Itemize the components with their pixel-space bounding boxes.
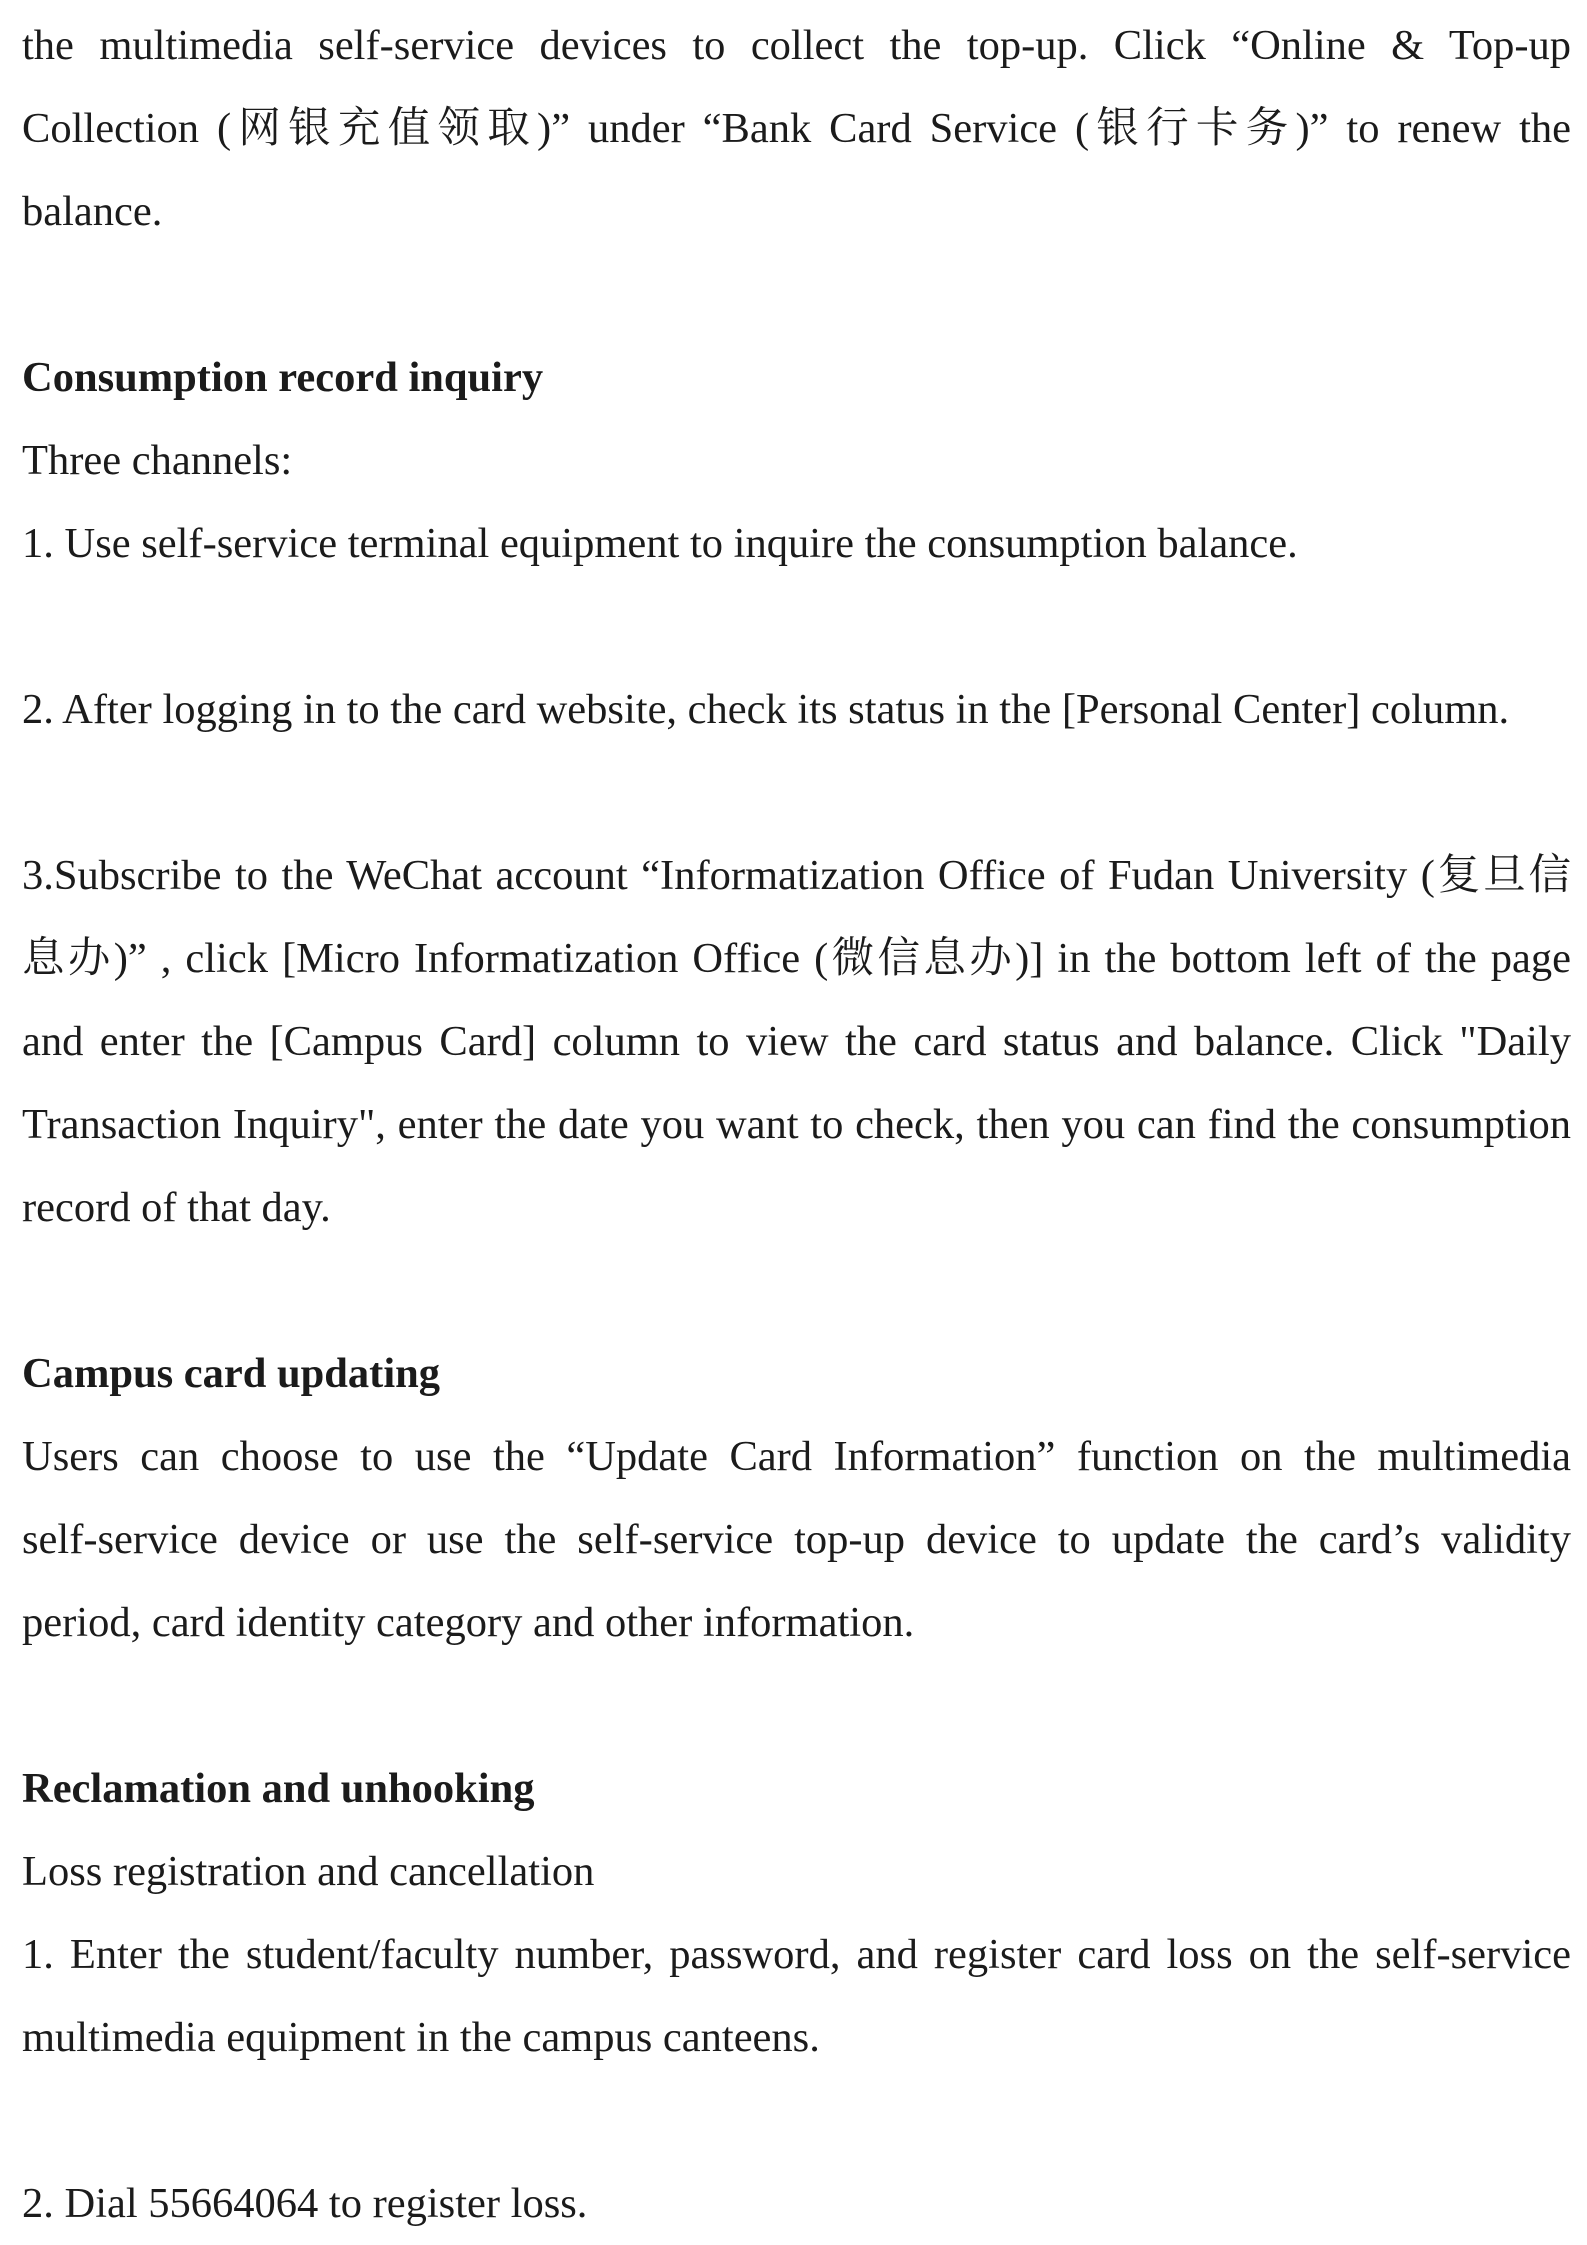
paragraph-line: balance. [22, 188, 163, 235]
paragraph-line: 1. Enter the student/faculty number, password, and register card loss on the self-service [22, 1931, 1571, 1978]
paragraph [22, 4, 1571, 253]
paragraph-line: 2. Dial 55664064 to register loss. [22, 2180, 588, 2227]
section-heading [22, 336, 1571, 419]
paragraph-line: Transaction Inquiry", enter the date you want to check, then you can find the consumption [22, 1101, 1571, 1148]
section-heading [22, 1332, 1571, 1415]
paragraph-line: record of that day. [22, 1184, 331, 1231]
paragraph-line: Users can choose to use the “Update Card Information” function on the multimedia [22, 1433, 1571, 1480]
paragraph-line: 3.Subscribe to the WeChat account “Informatization Office of Fudan University (复旦信 [22, 852, 1571, 899]
paragraph-line: self-service device or use the self-service top-up device to update the card’s validity [22, 1516, 1571, 1563]
paragraph-line: 息办)” , click [Micro Informatization Office (微信息办)] in the bottom left of the page [22, 935, 1571, 982]
paragraph-line: period, card identity category and other information. [22, 1599, 915, 1646]
paragraph-line: and enter the [Campus Card] column to view the card status and balance. Click "Daily [22, 1018, 1571, 1065]
paragraph [22, 1830, 1571, 1913]
section-heading [22, 1747, 1571, 1830]
paragraph [22, 419, 1571, 502]
paragraph-line: 1. Use self-service terminal equipment to inquire the consumption balance. [22, 520, 1298, 567]
paragraph-line: 2. After logging in to the card website, check its status in the [Personal Center] column. [22, 686, 1510, 733]
paragraph-line: multimedia equipment in the campus canteens. [22, 2014, 820, 2061]
paragraph-line: Three channels: [22, 437, 293, 484]
heading-line: Consumption record inquiry [22, 354, 544, 401]
paragraph [22, 668, 1571, 751]
paragraph [22, 2162, 1571, 2245]
paragraph-line: Collection (网银充值领取)” under “Bank Card Service (银行卡务)” to renew the [22, 105, 1571, 152]
paragraph-line: Loss registration and cancellation [22, 1848, 595, 1895]
paragraph-line: the multimedia self-service devices to collect the top-up. Click “Online & Top-up [22, 22, 1571, 69]
paragraph [22, 1913, 1571, 2079]
heading-line: Campus card updating [22, 1350, 441, 1397]
paragraph [22, 1415, 1571, 1664]
heading-line: Reclamation and unhooking [22, 1765, 535, 1812]
paragraph [22, 834, 1571, 1249]
paragraph [22, 502, 1571, 585]
